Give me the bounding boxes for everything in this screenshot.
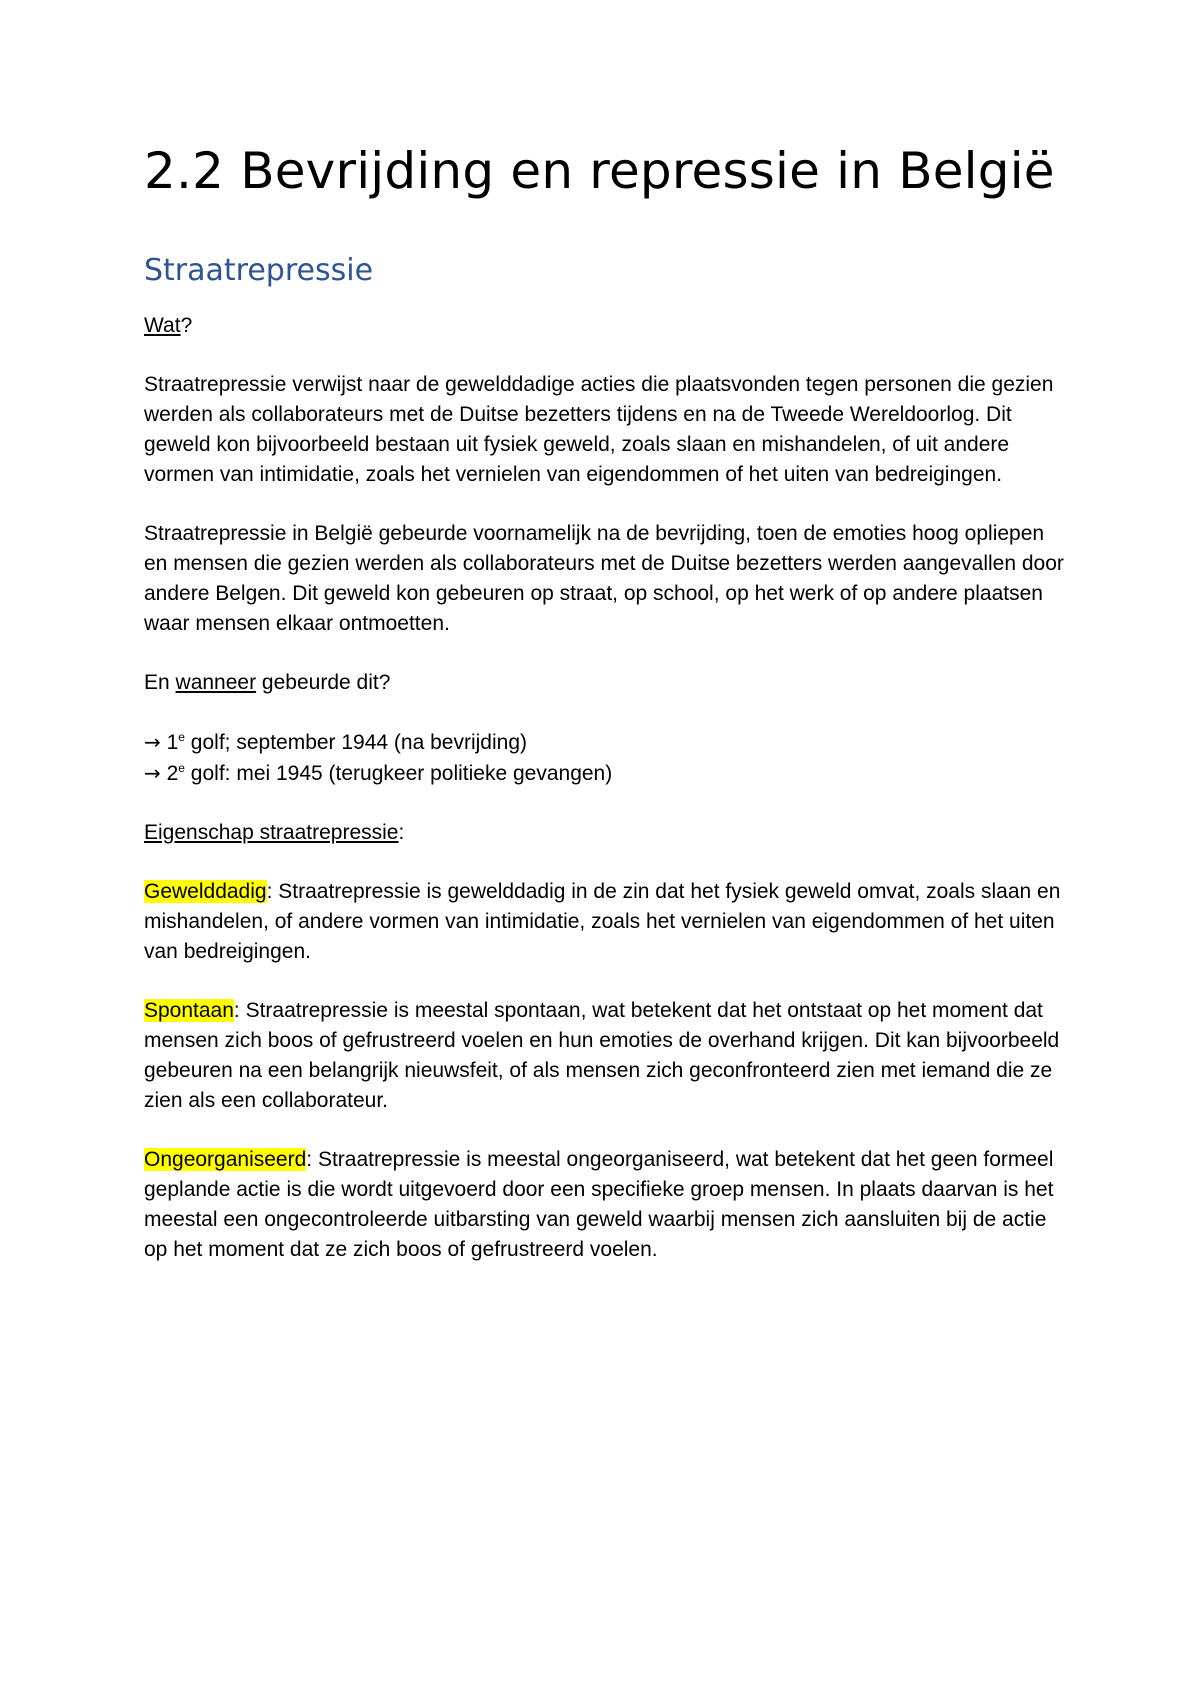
when-suffix: gebeurde dit? xyxy=(256,671,391,694)
arrow-right-icon: → xyxy=(144,730,161,754)
wave-sup: e xyxy=(178,730,185,744)
document-page xyxy=(144,140,1064,1294)
wat-question xyxy=(144,311,1064,341)
wave-number: 1 xyxy=(160,731,179,754)
wave-text: golf: mei 1945 (terugkeer politieke gevangen) xyxy=(184,762,613,785)
property-text: : Straatrepressie is meestal spontaan, wat betekent dat het ontstaat op het moment dat mensen zich boos of gefrustreerd voelen en hun emoties de overhand krijgen. Dit kan bijvoorbeeld gebeuren na een belangrijk nieuwsfeit, of als mensen zich geconfronteerd zien met iemand die ze zien als een collaborateur. xyxy=(144,999,1060,1112)
wave-item-1 xyxy=(144,727,1064,758)
property-term: Gewelddadig xyxy=(144,880,267,903)
when-prefix: En xyxy=(144,671,176,694)
paragraph-belgium: Straatrepressie in België gebeurde voornamelijk na de bevrijding, toen de emoties hoog opliepen en mensen die gezien werden als collaborateurs met de Duitse bezetters werden aangevallen door andere Belgen. Dit geweld kon gebeuren op straat, op school, op het werk of op andere plaatsen waar mensen elkaar ontmoetten. xyxy=(144,522,1064,635)
arrow-right-icon: → xyxy=(144,761,161,785)
wave-text: golf; september 1944 (na bevrijding) xyxy=(184,731,527,754)
property-spontaan xyxy=(144,996,1064,1116)
wave-item-2 xyxy=(144,758,1064,789)
when-underlined: wanneer xyxy=(175,671,257,694)
property-term: Spontaan xyxy=(144,999,234,1022)
when-question xyxy=(144,668,1064,698)
property-term: Ongeorganiseerd xyxy=(144,1148,307,1171)
wat-suffix: ? xyxy=(180,314,193,337)
wave-number: 2 xyxy=(160,762,179,785)
properties-heading-label: Eigenschap straatrepressie xyxy=(144,821,399,844)
property-text: : Straatrepressie is gewelddadig in de zin dat het fysiek geweld omvat, zoals slaan en mishandelen, of andere vormen van intimidatie, zoals het vernielen van eigendommen of het uiten van bedreigingen. xyxy=(144,880,1061,963)
property-text: : Straatrepressie is meestal ongeorganiseerd, wat betekent dat het geen formeel geplande actie is die wordt uitgevoerd door een specifieke groep mensen. In plaats daarvan is het meestal een ongecontroleerde uitbarsting van geweld waarbij mensen zich aansluiten bij de actie op het moment dat ze zich boos of gefrustreerd voelen. xyxy=(144,1148,1054,1261)
wat-label: Wat xyxy=(144,314,181,337)
waves-list xyxy=(144,727,1064,789)
wave-sup: e xyxy=(178,761,185,775)
property-ongeorganiseerd xyxy=(144,1145,1064,1265)
document-title: 2.2 Bevrijding en repressie in België xyxy=(144,142,1055,200)
section-heading: Straatrepressie xyxy=(144,253,374,288)
properties-heading xyxy=(144,818,1064,848)
property-gewelddadig xyxy=(144,877,1064,967)
properties-heading-suffix: : xyxy=(398,821,405,844)
paragraph-definition: Straatrepressie verwijst naar de gewelddadige acties die plaatsvonden tegen personen die gezien werden als collaborateurs met de Duitse bezetters tijdens en na de Tweede Wereldoorlog. Dit geweld kon bijvoorbeeld bestaan uit fysiek geweld, zoals slaan en mishandelen, of uit andere vormen van intimidatie, zoals het vernielen van eigendommen of het uiten van bedreigingen. xyxy=(144,373,1054,486)
